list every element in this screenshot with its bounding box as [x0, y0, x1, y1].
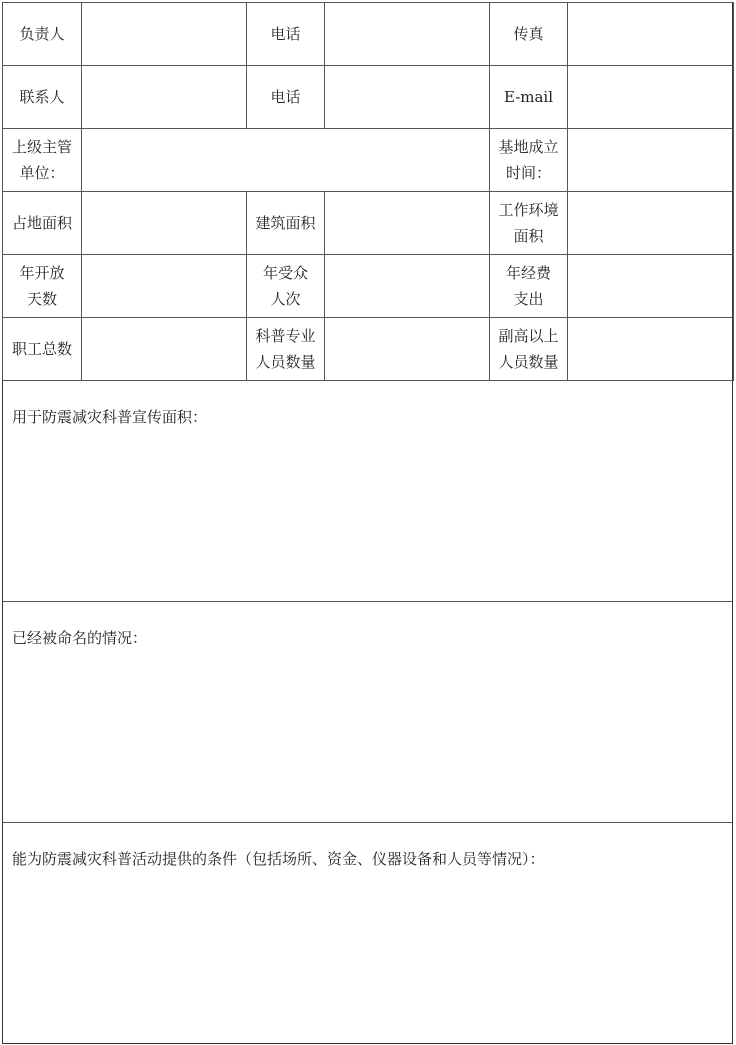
label-senior-staff: 副高以上 人员数量: [490, 318, 568, 381]
row-supervising-unit: [3, 129, 734, 192]
label-email: E-mail: [490, 66, 568, 129]
label-established-time: 基地成立 时间：: [490, 129, 568, 192]
value-annual-audience[interactable]: [325, 255, 490, 318]
section-publicity-area[interactable]: [3, 380, 732, 601]
row-staff: [3, 318, 734, 381]
value-annual-expenditure[interactable]: [568, 255, 734, 318]
label-work-environment-area: 工作环境 面积: [490, 192, 568, 255]
section-named-status[interactable]: [3, 601, 732, 822]
section-conditions[interactable]: [3, 822, 732, 1043]
value-contact-phone[interactable]: [325, 66, 490, 129]
row-contact: [3, 66, 734, 129]
row-annual: [3, 255, 734, 318]
section-conditions-label: 能为防震减灾科普活动提供的条件（包括场所、资金、仪器设备和人员等情况）：: [12, 850, 545, 868]
row-area: [3, 192, 734, 255]
section-publicity-area-label: 用于防震减灾科普宣传面积：: [12, 408, 208, 426]
value-science-staff[interactable]: [325, 318, 490, 381]
value-supervising-unit[interactable]: [82, 129, 490, 192]
info-table: [2, 2, 734, 381]
value-land-area[interactable]: [82, 192, 247, 255]
label-phone: 电话: [247, 3, 325, 66]
label-contact-phone: 电话: [247, 66, 325, 129]
value-senior-staff[interactable]: [568, 318, 734, 381]
value-established-time[interactable]: [568, 129, 734, 192]
label-science-staff: 科普专业 人员数量: [247, 318, 325, 381]
label-contact-person: 联系人: [3, 66, 82, 129]
value-work-environment-area[interactable]: [568, 192, 734, 255]
value-building-area[interactable]: [325, 192, 490, 255]
value-total-staff[interactable]: [82, 318, 247, 381]
value-annual-open-days[interactable]: [82, 255, 247, 318]
row-person-in-charge: [3, 3, 734, 66]
label-total-staff: 职工总数: [3, 318, 82, 381]
label-land-area: 占地面积: [3, 192, 82, 255]
value-phone[interactable]: [325, 3, 490, 66]
label-supervising-unit: 上级主管 单位：: [3, 129, 82, 192]
label-person-in-charge: 负责人: [3, 3, 82, 66]
label-fax: 传真: [490, 3, 568, 66]
section-named-status-label: 已经被命名的情况：: [12, 629, 148, 647]
label-annual-open-days: 年开放 天数: [3, 255, 82, 318]
label-building-area: 建筑面积: [247, 192, 325, 255]
value-contact-person[interactable]: [82, 66, 247, 129]
value-person-in-charge[interactable]: [82, 3, 247, 66]
label-annual-expenditure: 年经费 支出: [490, 255, 568, 318]
label-annual-audience: 年受众 人次: [247, 255, 325, 318]
application-form: [2, 2, 733, 1044]
value-fax[interactable]: [568, 3, 734, 66]
value-email[interactable]: [568, 66, 734, 129]
